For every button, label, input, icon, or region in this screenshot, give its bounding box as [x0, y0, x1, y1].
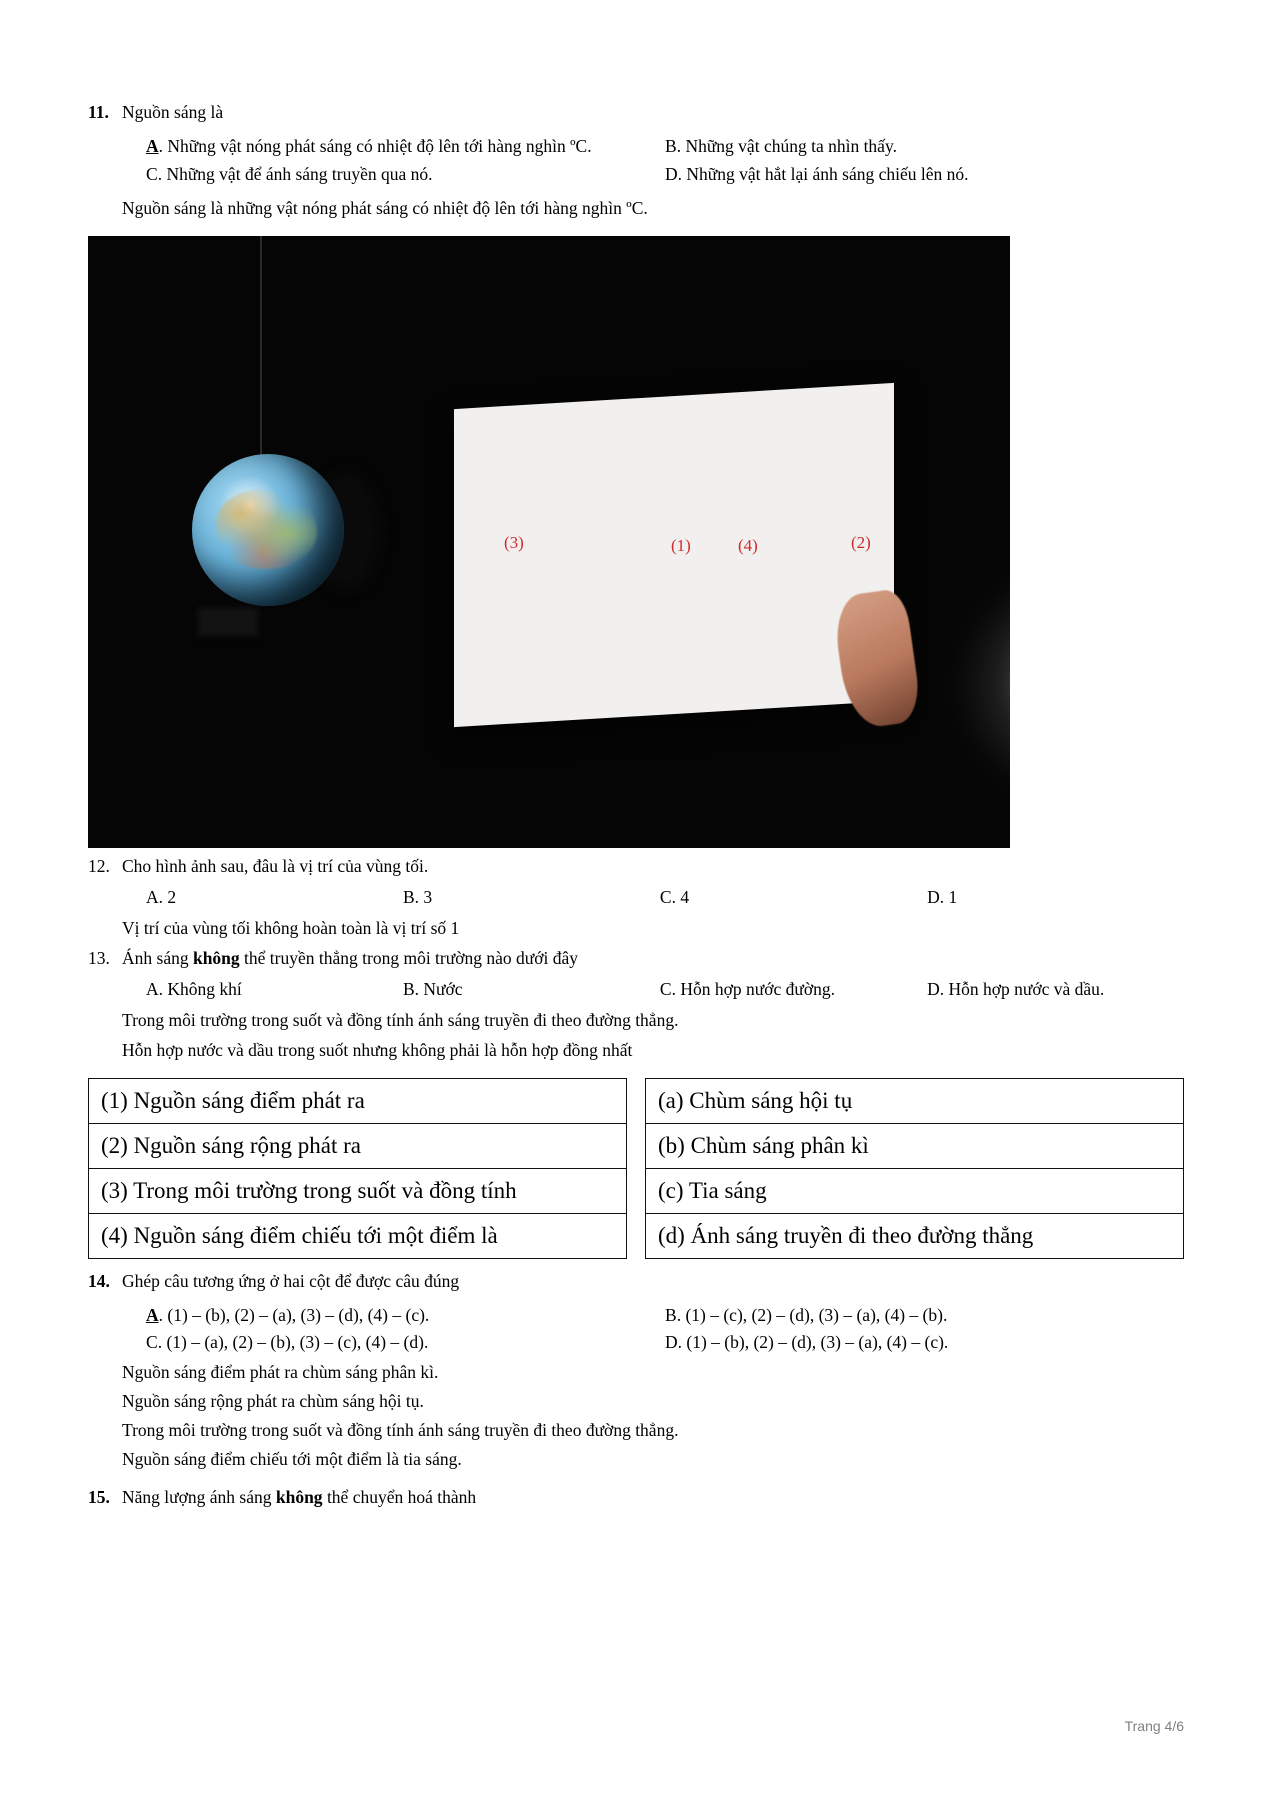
question-12-header — [88, 854, 1184, 879]
question-13-text-bold: không — [192, 948, 240, 968]
globe-stand — [198, 608, 258, 636]
option-13-a-letter: A — [146, 979, 159, 1000]
matching-left-row-3: (3) Trong môi trường trong suốt và đồng tính — [89, 1169, 626, 1214]
option-11-c-letter: C — [146, 163, 158, 184]
question-15-text-before: Năng lượng ánh sáng — [122, 1486, 276, 1507]
photo-marker-4: (4) — [738, 535, 758, 555]
option-11-d-text: . Những vật hắt lại ánh sáng chiếu lên nó. — [677, 163, 969, 184]
question-14-explanation-2: Nguồn sáng rộng phát ra chùm sáng hội tụ. — [122, 1390, 424, 1411]
question-13-text-after: thể truyền thẳng trong môi trường nào dưới đây — [239, 948, 578, 968]
option-14-b-letter: B — [665, 1305, 677, 1326]
option-14-a-letter: A — [146, 1305, 159, 1326]
question-13-explanation-2: Hỗn hợp nước và dầu trong suốt nhưng không phải là hỗn hợp đồng nhất — [122, 1040, 633, 1061]
matching-left-row-2: (2) Nguồn sáng rộng phát ra — [89, 1124, 626, 1169]
penumbra-region — [962, 561, 1010, 796]
matching-table — [88, 1078, 1184, 1259]
option-12-d-text: . 1 — [939, 887, 958, 907]
matching-left-column — [88, 1078, 627, 1259]
question-13 — [88, 946, 1184, 1064]
option-12-c-letter: C — [659, 887, 672, 907]
option-11-d-letter: D — [665, 163, 678, 184]
matching-right-row-d: (d) Ánh sáng truyền đi theo đường thẳng — [658, 1223, 1034, 1249]
option-11-a[interactable] — [146, 133, 665, 160]
question-12-text: Cho hình ảnh sau, đâu là vị trí của vùng tối. — [122, 855, 429, 876]
question-13-number: 13. — [88, 948, 110, 968]
option-13-b-letter: B — [402, 979, 415, 1000]
option-13-c[interactable] — [660, 979, 927, 1000]
option-14-c-text: . (1) – (a), (2) – (b), (3) – (c), (4) – (d). — [157, 1332, 429, 1353]
matching-right-row-a: (a) Chùm sáng hội tụ — [646, 1079, 1183, 1124]
page-footer: Trang 4/6 — [1124, 1718, 1184, 1734]
question-14-explanation-1: Nguồn sáng điểm phát ra chùm sáng phân kì. — [122, 1361, 439, 1382]
option-12-c-text: . 4 — [671, 887, 690, 907]
globe-icon — [192, 454, 344, 606]
question-14-text: Ghép câu tương ứng ở hai cột để được câu đúng — [122, 1270, 460, 1291]
question-14-number: 14. — [88, 1270, 110, 1291]
photo-marker-3: (3) — [504, 532, 524, 552]
option-12-d-letter: D — [927, 887, 940, 907]
option-13-d-text: . Hỗn hợp nước và dầu. — [939, 979, 1105, 1000]
question-13-options — [88, 979, 1184, 1000]
question-13-explanation-1: Trong môi trường trong suốt và đồng tính ánh sáng truyền đi theo đường thẳng. — [122, 1010, 679, 1031]
question-15-text-after: thể chuyển hoá thành — [322, 1486, 477, 1507]
option-13-a[interactable] — [146, 979, 403, 1000]
matching-right-column — [645, 1078, 1184, 1259]
question-11-text: Nguồn sáng là — [122, 102, 224, 122]
option-14-b[interactable] — [665, 1302, 1184, 1329]
option-12-b-text: . 3 — [414, 887, 433, 907]
option-14-a-text: . (1) – (b), (2) – (a), (3) – (d), (4) – (c). — [158, 1305, 430, 1326]
option-13-c-text: . Hỗn hợp nước đường. — [671, 979, 835, 1000]
matching-right-row-b: (b) Chùm sáng phân kì — [646, 1124, 1183, 1169]
option-11-d[interactable] — [665, 161, 1184, 188]
option-12-b-letter: B — [402, 887, 415, 907]
option-13-a-text: . Không khí — [158, 979, 242, 1000]
option-11-c[interactable] — [146, 161, 665, 188]
matching-left-row-4: (4) Nguồn sáng điểm chiếu tới một điểm là — [101, 1223, 498, 1249]
question-14-explanation-4: Nguồn sáng điểm chiếu tới một điểm là tia sáng. — [122, 1448, 462, 1469]
option-12-d[interactable] — [927, 887, 1184, 908]
option-13-c-letter: C — [659, 979, 672, 1000]
question-14-header — [88, 1269, 1184, 1294]
photo-marker-1: (1) — [671, 535, 691, 555]
option-12-c[interactable] — [660, 887, 927, 908]
question-13-text-before: Ánh sáng — [122, 948, 193, 968]
question-12-explanation: Vị trí của vùng tối không hoàn toàn là vị trí số 1 — [122, 918, 460, 938]
question-11-header — [88, 100, 1184, 125]
question-11-options — [88, 133, 1184, 187]
question-11-explanation: Nguồn sáng là những vật nóng phát sáng có nhiệt độ lên tới hàng nghìn ºC. — [122, 197, 648, 218]
option-14-a[interactable] — [146, 1302, 665, 1329]
question-11 — [88, 100, 1184, 222]
option-14-c-letter: C — [146, 1332, 158, 1353]
photo-marker-2: (2) — [851, 532, 871, 552]
question-12-number: 12. — [88, 855, 110, 876]
matching-left-row-1: (1) Nguồn sáng điểm phát ra — [89, 1079, 626, 1124]
question-15-header — [88, 1485, 1184, 1510]
option-11-c-text: . Những vật để ánh sáng truyền qua nó. — [157, 163, 433, 184]
option-11-a-text: . Những vật nóng phát sáng có nhiệt độ lên tới hàng nghìn ºC. — [158, 136, 592, 157]
matching-right-row-c: (c) Tia sáng — [646, 1169, 1183, 1214]
question-12 — [88, 854, 1184, 942]
question-14-explanations — [88, 1358, 1184, 1473]
option-13-b-text: . Nước — [414, 979, 463, 1000]
option-13-d-letter: D — [927, 979, 940, 1000]
option-11-b[interactable] — [665, 133, 1184, 160]
option-11-b-letter: B — [665, 136, 677, 157]
option-11-a-letter: A — [146, 136, 159, 157]
question-14-explanation-3: Trong môi trường trong suốt và đồng tính ánh sáng truyền đi theo đường thẳng. — [122, 1419, 679, 1440]
option-11-b-text: . Những vật chúng ta nhìn thấy. — [676, 136, 897, 157]
option-14-d-text: . (1) – (b), (2) – (d), (3) – (a), (4) – (c). — [677, 1332, 949, 1353]
question-12-options — [88, 887, 1184, 908]
option-14-c[interactable] — [146, 1329, 665, 1356]
question-12-option-row — [146, 887, 1184, 908]
globe-wire — [260, 236, 262, 464]
experiment-photo — [88, 236, 1010, 848]
question-13-text — [122, 946, 578, 971]
option-14-d[interactable] — [665, 1329, 1184, 1356]
question-11-number: 11. — [88, 102, 109, 122]
option-14-d-letter: D — [665, 1332, 678, 1353]
question-14 — [88, 1269, 1184, 1473]
question-15-text — [122, 1485, 476, 1510]
question-15-number: 15. — [88, 1486, 110, 1507]
question-15 — [88, 1485, 1184, 1510]
hand-holding-screen — [831, 587, 923, 730]
option-13-b[interactable] — [403, 979, 660, 1000]
option-12-a-text: . 2 — [158, 887, 177, 907]
question-14-options — [88, 1302, 1184, 1356]
question-15-text-bold: không — [275, 1486, 323, 1507]
question-13-option-row — [146, 979, 1184, 1000]
option-12-a[interactable] — [146, 887, 403, 908]
question-13-header — [88, 946, 1184, 971]
option-12-b[interactable] — [403, 887, 660, 908]
option-14-b-text: . (1) – (c), (2) – (d), (3) – (a), (4) – (b). — [676, 1305, 948, 1326]
option-12-a-letter: A — [146, 887, 159, 907]
option-13-d[interactable] — [927, 979, 1184, 1000]
